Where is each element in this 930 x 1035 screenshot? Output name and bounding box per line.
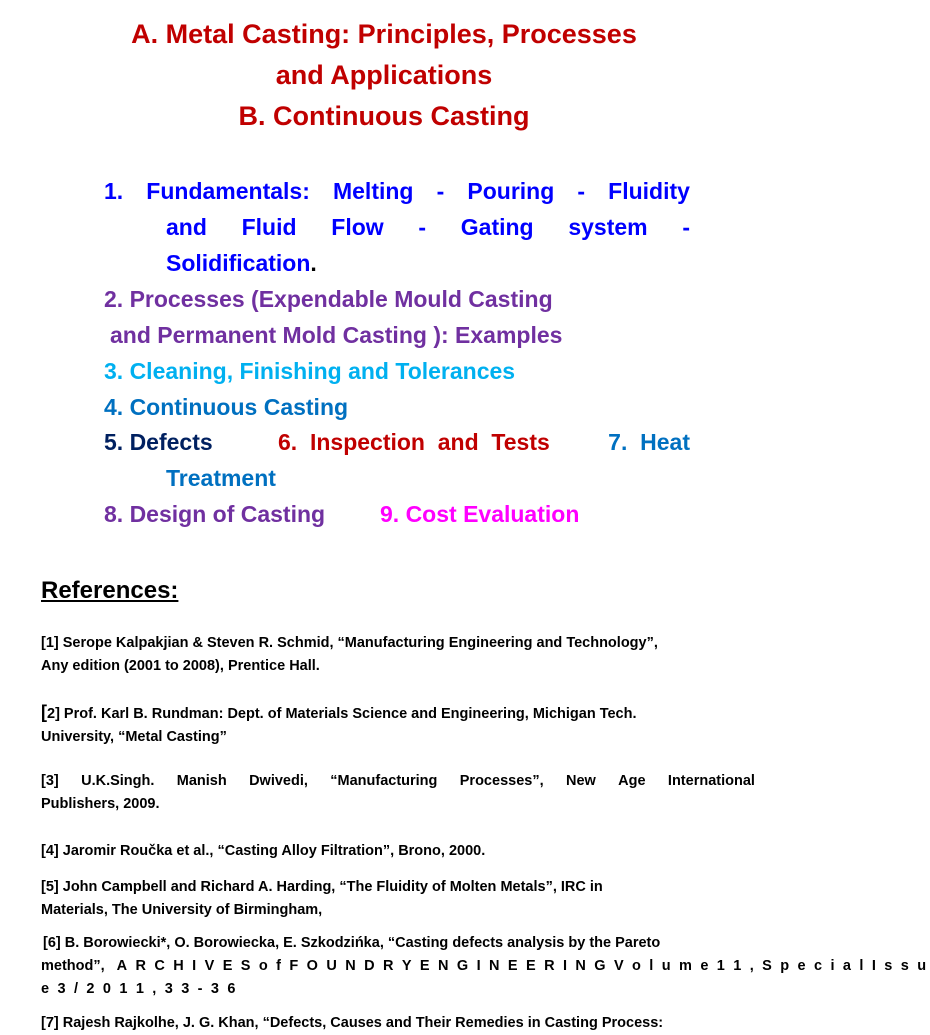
topic-1-word: - (682, 214, 690, 240)
title-line-1: A. Metal Casting: Principles, Processes (131, 19, 637, 49)
reference-3 (41, 770, 755, 816)
topic-4: 4. Continuous Casting (104, 394, 349, 420)
topic-2-line-2: and Permanent Mold Casting ): Examples (110, 322, 563, 348)
reference-2-bracket: [ (41, 702, 47, 722)
reference-3-word: Dwivedi, (249, 773, 308, 789)
reference-6-journal: A R C H I V E S o f F O U N D R Y E N G I N E E R I N G V o l u m e 1 1 , S p e c i a l I s s u (116, 958, 930, 974)
title-line-3: B. Continuous Casting (238, 101, 530, 131)
reference-6-line-2 (41, 955, 930, 978)
topic-7: 7. Heat (608, 429, 690, 455)
reference-3-word: New (565, 773, 596, 789)
topic-1-word: - (418, 214, 427, 240)
reference-3-word: [3] (41, 773, 59, 789)
topic-1-line-1 (104, 173, 690, 209)
topic-1-word: system (568, 214, 648, 240)
topic-8: 8. Design of Casting (104, 501, 326, 527)
topic-1-period: . (310, 250, 317, 276)
topic-1-line-3 (166, 245, 690, 281)
topic-1-word: and (166, 214, 207, 240)
reference-4 (41, 840, 755, 863)
reference-1-line: [1] Serope Kalpakjian & Steven R. Schmid, “Manufacturing Engineering and Technology”, (41, 635, 658, 651)
topic-1-word: Fluidity (608, 178, 690, 204)
topic-1-word: - (577, 178, 586, 204)
reference-3-word: Processes”, (459, 773, 544, 789)
reference-3-line-1 (41, 770, 755, 793)
reference-2-line: 2] Prof. Karl B. Rundman: Dept. of Materials Science and Engineering, Michigan Tech. (47, 706, 637, 722)
topic-2-line-1: 2. Processes (Expendable Mould Casting (104, 286, 553, 312)
reference-3-word: “Manufacturing (330, 773, 438, 789)
topic-1-word: 1. (104, 178, 124, 204)
topic-9: 9. Cost Evaluation (380, 501, 580, 527)
reference-6 (41, 932, 930, 1001)
references-heading: References: (41, 577, 179, 604)
topic-1-word: Melting (332, 178, 414, 204)
topic-6: 6. Inspection and Tests (278, 429, 550, 455)
reference-1 (41, 632, 755, 678)
reference-7 (41, 1012, 755, 1035)
topic-3: 3. Cleaning, Finishing and Tolerances (104, 358, 516, 384)
topic-1-line-2 (166, 209, 690, 245)
topic-1-word: Solidification (166, 250, 311, 276)
reference-3-word: Manish (176, 773, 227, 789)
topic-1-word: Fundamentals: (146, 178, 310, 204)
reference-5-line: Materials, The University of Birmingham, (41, 902, 323, 918)
reference-3-line: Publishers, 2009. (41, 796, 160, 812)
topic-7-line-2: Treatment (166, 465, 276, 491)
reference-7-line: [7] Rajesh Rajkolhe, J. G. Khan, “Defects, Causes and Their Remedies in Casting Process: (41, 1015, 664, 1031)
reference-6-line: e 3 / 2 0 1 1 , 3 3 - 3 6 (41, 981, 240, 997)
reference-5 (41, 876, 755, 922)
topic-5: 5. Defects (104, 429, 213, 455)
topic-1-word: Flow (331, 214, 384, 240)
topic-1-word: - (436, 178, 445, 204)
reference-1-line: Any edition (2001 to 2008), Prentice Hall. (41, 658, 320, 674)
topic-1-word: Fluid (241, 214, 297, 240)
title-line-2: and Applications (275, 60, 493, 90)
reference-6-method: method”, (41, 958, 105, 974)
reference-4-line: [4] Jaromir Roučka et al., “Casting Alloy Filtration”, Brono, 2000. (41, 843, 486, 859)
reference-3-word: International (667, 773, 755, 789)
reference-3-word: Age (618, 773, 646, 789)
reference-2 (41, 701, 755, 749)
topic-1-word: Pouring (467, 178, 555, 204)
reference-2-line: University, “Metal Casting” (41, 729, 227, 745)
reference-5-line: [5] John Campbell and Richard A. Harding, “The Fluidity of Molten Metals”, IRC in (41, 879, 603, 895)
reference-6-line: [6] B. Borowiecki*, O. Borowiecka, E. Szkodzińka, “Casting defects analysis by the Pareto (43, 935, 661, 951)
topic-1-word: Gating (460, 214, 534, 240)
reference-3-word: U.K.Singh. (81, 773, 155, 789)
